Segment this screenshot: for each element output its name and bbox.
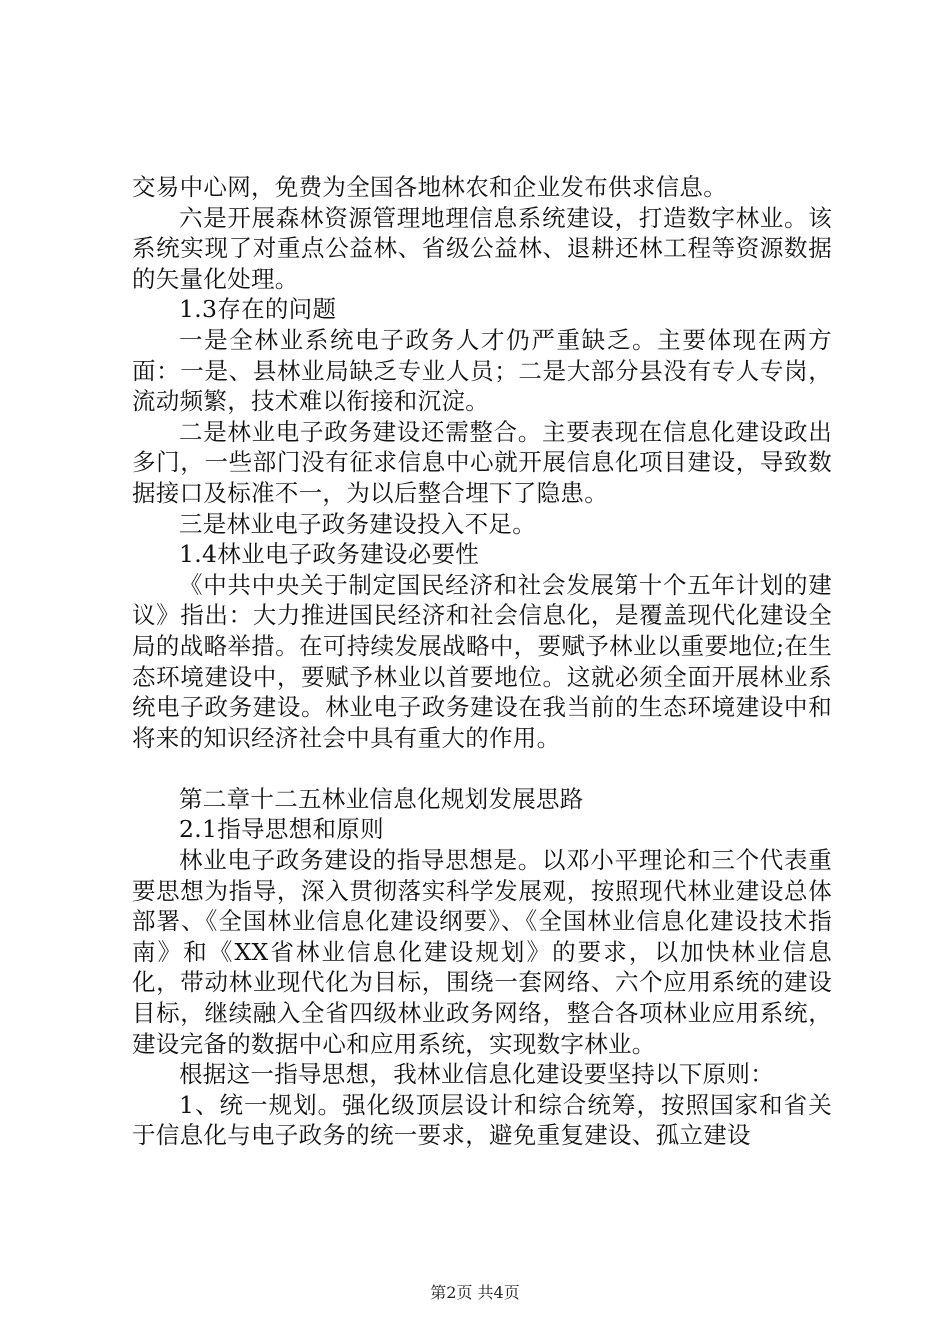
chapter-heading-2: 第二章十二五林业信息化规划发展思路 [179, 784, 584, 813]
paragraph-problem-2: 二是林业电子政务建设还需整合。主要表现在信息化建设政出多门，一些部门没有征求信息中心就开展信息化项目建设，导致数据接口及标准不一，为以后整合埋下了隐患。 [132, 417, 832, 507]
page-footer: 第2页 共4页 [430, 1283, 520, 1302]
paragraph-principle-1: 1、统一规划。强化级顶层设计和综合统筹，按照国家和省关于信息化与电子政务的统一要求，避免重复建设、孤立建设 [132, 1090, 832, 1150]
section-heading-1-4: 1.4林业电子政务建设必要性 [179, 540, 480, 569]
paragraph-gis-system: 六是开展森林资源管理地理信息系统建设，打造数字林业。该系统实现了对重点公益林、省级公益林、退耕还林工程等资源数据的矢量化处理。 [132, 203, 832, 293]
paragraph-problem-3: 三是林业电子政务建设投入不足。 [179, 509, 536, 538]
document-body [132, 172, 832, 1151]
paragraph-problem-1: 一是全林业系统电子政务人才仍严重缺乏。主要体现在两方面：一是、县林业局缺乏专业人员；二是大部分县没有专人专岗，流动频繁，技术难以衔接和沉淀。 [132, 325, 832, 416]
section-heading-1-3: 1.3存在的问题 [179, 295, 337, 324]
paragraph-necessity: 《中共中央关于制定国民经济和社会发展第十个五年计划的建议》指出：大力推进国民经济和社会信息化，是覆盖现代化建设全局的战略举措。在可持续发展战略中，要赋予林业以重要地位;在生态环境建设中，要赋予林业以首要地位。这就必须全面开展林业系统电子政务建设。林业电子政务建设在我当前的生态环境建设中和将来的知识经济社会中具有重大的作用。 [132, 570, 832, 752]
section-heading-2-1: 2.1指导思想和原则 [179, 815, 384, 844]
paragraph-principles-intro: 根据这一指导思想，我林业信息化建设要坚持以下原则： [179, 1060, 774, 1089]
paragraph-guiding-thought: 林业电子政务建设的指导思想是。以邓小平理论和三个代表重要思想为指导，深入贯彻落实科学发展观，按照现代林业建设总体部署、《全国林业信息化建设纲要》、《全国林业信息化建设技术指南》和《XX省林业信息化建设规划》的要求，以加快林业信息化，带动林业现代化为目标，围绕一套网络、六个应用系统的建设目标，继续融入全省四级林业政务网络，整合各项林业应用系统，建设完备的数据中心和应用系统，实现数字林业。 [132, 846, 832, 1058]
paragraph-continuation: 交易中心网，免费为全国各地林农和企业发布供求信息。 [132, 173, 727, 201]
paragraph-spacer [132, 753, 832, 784]
